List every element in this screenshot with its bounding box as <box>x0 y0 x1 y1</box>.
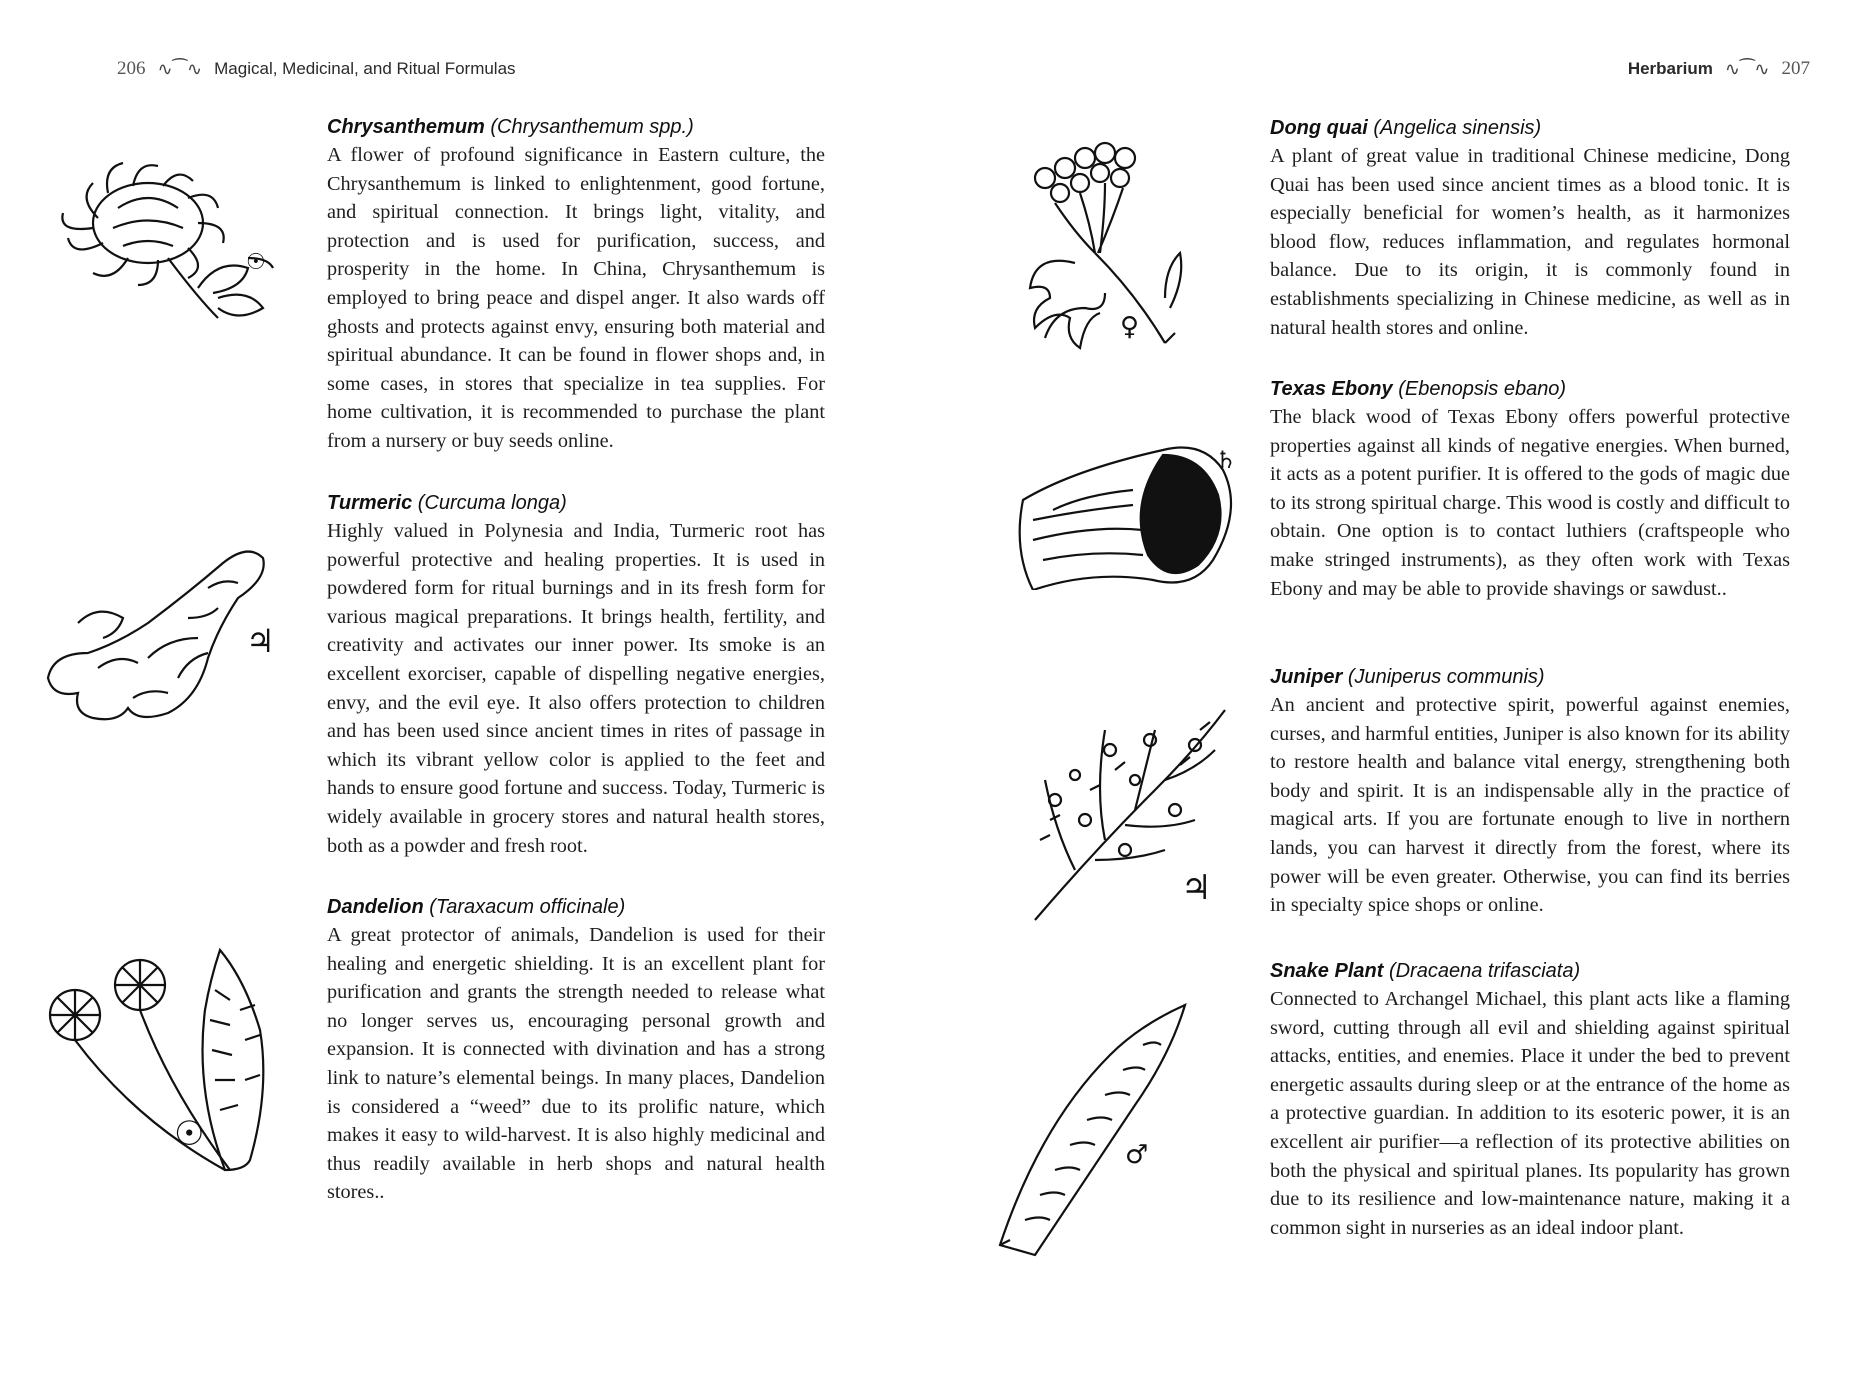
right-running-title: Herbarium <box>1627 59 1713 78</box>
entry-latin: (Juniperus communis) <box>1347 666 1545 688</box>
right-page-number: 207 <box>1781 58 1810 79</box>
entry-name: Juniper <box>1270 666 1343 688</box>
entry-latin: (Ebenopsis ebano) <box>1398 378 1567 400</box>
entry-heading <box>1270 666 1790 689</box>
entry-name: Turmeric <box>327 492 413 514</box>
entry-latin: (Chrysanthemum spp.) <box>490 116 694 138</box>
turmeric-planet-symbol-icon: ♃ <box>246 622 275 660</box>
snake-plant-illustration-icon <box>995 1000 1195 1260</box>
entry-heading <box>327 492 825 515</box>
entry-text: A plant of great value in traditional Chinese medicine, Dong Quai has been used since ancient times as a blood tonic. It is especially beneficial for women’s health, as it harmonizes blood flow, reduces inflammation, and regulates hormonal balance. Due to its origin, it is commonly found in establishments specializing in Chinese medicine, as well as in natural health stores and online. <box>1270 145 1790 339</box>
entry-text: A great protector of animals, Dandelion is used for their healing and energetic shielding. It is an excellent plant for purification and grants the strength needed to release what no longer serves us, encouraging personal growth and expansion. It is connected with divination and has a strong link to nature’s elemental beings. In many places, Dandelion is considered a “weed” due to its prolific nature, which makes it easy to wild-harvest. It is also highly medicinal and thus readily available in herb shops and natural health stores.. <box>327 924 825 1204</box>
entry-name: Dandelion <box>327 896 424 918</box>
entry-juniper <box>1270 666 1790 920</box>
left-running-head <box>117 58 516 80</box>
juniper-planet-symbol-icon: ♃ <box>1181 868 1212 908</box>
ornament-icon: ∿⁀∿ <box>157 58 203 80</box>
entry-name: Snake Plant <box>1270 960 1384 982</box>
chrysanthemum-illustration-icon <box>48 148 298 328</box>
entry-dandelion <box>327 896 825 1207</box>
snake-plant-planet-symbol-icon: ♂ <box>1125 1140 1149 1170</box>
right-page <box>933 0 1866 1400</box>
entry-latin: (Taraxacum officinale) <box>429 896 626 918</box>
dandelion-illustration-icon <box>30 930 290 1180</box>
entry-heading <box>1270 378 1790 401</box>
ornament-icon: ∿⁀∿ <box>1724 58 1770 80</box>
entry-text: Connected to Archangel Michael, this plant acts like a flaming sword, cutting through all evil and shielding against spiritual attacks, entities, and enemies. Place it under the bed to prevent energetic assaults during sleep or at the entrance of the home as a protective guardian. In addition to its esoteric power, it is an excellent air purifier—a reflection of its protective abilities on both the physical and spiritual planes. Its popularity has grown due to its resilience and low-maintenance nature, making it a common sight in nurseries as an ideal indoor plant. <box>1270 988 1790 1239</box>
entry-turmeric <box>327 492 825 860</box>
entry-name: Chrysanthemum <box>327 116 485 138</box>
texas-ebony-planet-symbol-icon: ♄ <box>1215 446 1237 474</box>
entry-name: Texas Ebony <box>1270 378 1393 400</box>
entry-dong-quai <box>1270 117 1790 342</box>
entry-chrysanthemum <box>327 116 825 456</box>
left-page-number: 206 <box>117 58 146 79</box>
entry-latin: (Dracaena trifasciata) <box>1388 960 1581 982</box>
dong-quai-planet-symbol-icon: ♀ <box>1120 312 1140 342</box>
left-running-title: Magical, Medicinal, and Ritual Formulas <box>214 59 516 78</box>
entry-text: A flower of profound significance in Eastern culture, the Chrysanthemum is linked to enlightenment, good fortune, and spiritual connection. It brings light, vitality, and protection and is used for purification, success, and prosperity in the home. In China, Chrysanthemum is employed to bring peace and dispel anger. It also wards off ghosts and protects against envy, ensuring both material and spiritual abundance. It can be found in flower shops and, in some cases, in stores that specialize in tea supplies. For home cultivation, it is recommended to purchase the plant from a nursery or buy seeds online. <box>327 144 825 452</box>
entry-text: Highly valued in Polynesia and India, Turmeric root has powerful protective and healing properties. It is used in powdered form for ritual burnings and in its fresh form for various magical preparations. It brings health, fertility, and creativity and activates our inner power. Its smoke is an excellent exorciser, capable of dispelling negative energies, envy, and the evil eye. It also offers protection to children and has been used since ancient times in rites of passage in which its vibrant yellow color is applied to the feet and hands to ensure good fortune and success. Today, Turmeric is widely available in grocery stores and natural health stores, both as a powder and fresh root. <box>327 520 825 857</box>
entry-text: An ancient and protective spirit, powerful against enemies, curses, and harmful entities, Juniper is also known for its ability to restore health and balance vital energy, strengthening both body and spirit. It is an indispensable ally in the practice of magical arts. If you are fortunate enough to live in northern lands, you can harvest it directly from the forest, where its power will be even greater. Otherwise, you can find its berries in specialty spice shops or online. <box>1270 694 1790 917</box>
right-running-head <box>1628 58 1810 80</box>
entry-latin: (Curcuma longa) <box>417 492 567 514</box>
entry-heading <box>1270 117 1790 140</box>
entry-texas-ebony <box>1270 378 1790 603</box>
entry-heading <box>327 896 825 919</box>
texas-ebony-illustration-icon <box>1013 440 1243 590</box>
chrysanthemum-planet-symbol-icon: ☉ <box>246 250 266 275</box>
dandelion-planet-symbol-icon: ☉ <box>174 1114 205 1154</box>
entry-snake-plant <box>1270 960 1790 1242</box>
entry-heading <box>1270 960 1790 983</box>
entry-latin: (Angelica sinensis) <box>1373 117 1542 139</box>
entry-name: Dong quai <box>1270 117 1368 139</box>
entry-text: The black wood of Texas Ebony offers powerful protective properties against all kinds of negative energies. When burned, it acts as a potent purifier. It is offered to the gods of magic due to its strong spiritual charge. This wood is costly and difficult to obtain. One option is to contact luthiers (craftspeople who make stringed instruments), as they often work with Texas Ebony and may be able to provide shavings or sawdust.. <box>1270 406 1790 600</box>
entry-heading <box>327 116 825 139</box>
